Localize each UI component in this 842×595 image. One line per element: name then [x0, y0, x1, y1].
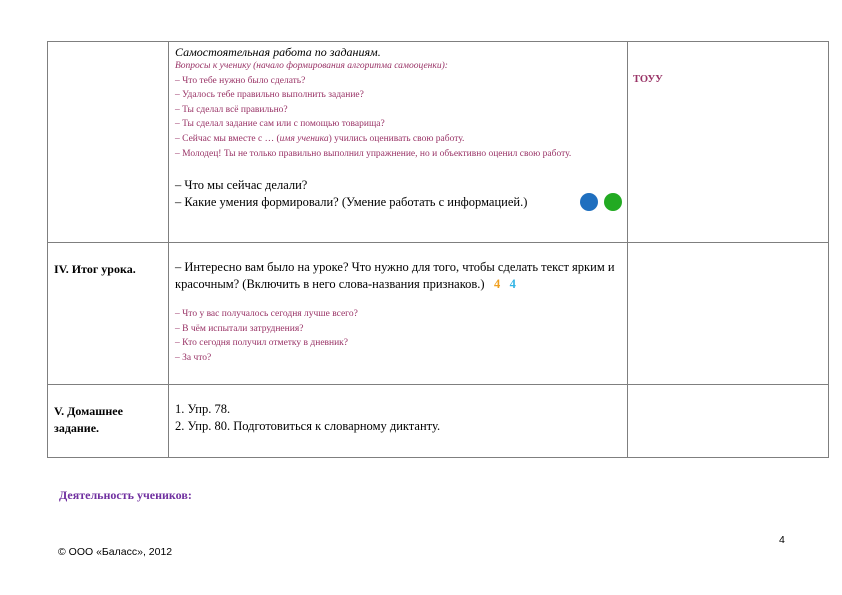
- praise-line: – Молодец! Ты не только правильно выполнил упражнение, но и объективно оценил свою работу.: [175, 148, 572, 159]
- copyright: © ООО «Баласс», 2012: [58, 546, 173, 558]
- content-cell: [169, 42, 628, 243]
- question-line: – Что у вас получалось сегодня лучше всего?: [175, 309, 358, 319]
- stage-label: IV. Итог урока.: [54, 262, 136, 276]
- homework-item: 2. Упр. 80. Подготовиться к словарному диктанту.: [175, 419, 441, 433]
- stage-cell: [48, 42, 169, 243]
- table-row: [48, 42, 829, 243]
- self-assessment-dots: [574, 193, 622, 211]
- question-line: – Ты сделал всё правильно?: [175, 104, 288, 115]
- activity-label: Деятельность учеников:: [59, 488, 192, 502]
- question-line: – В чём испытали затруднения?: [175, 323, 304, 334]
- number-blue: 4: [509, 277, 516, 291]
- question-line: – Сейчас мы вместе с … (имя ученика) учились оценивать свою работу.: [175, 133, 465, 144]
- green-circle-icon: [604, 193, 622, 211]
- number-orange: 4: [493, 277, 501, 291]
- stage-label: [48, 42, 168, 60]
- question-did: – Что мы сейчас делали?: [175, 178, 308, 193]
- task-heading: Самостоятельная работа по заданиям.: [175, 45, 381, 59]
- stage-cell: [48, 385, 169, 458]
- blue-circle-icon: [580, 193, 598, 211]
- page-number: 4: [779, 534, 785, 546]
- content-cell: [169, 385, 628, 458]
- question-line: – Что тебе нужно было сделать?: [175, 75, 306, 86]
- stage-label: V. Домашнее задание.: [54, 404, 123, 435]
- notes-cell: [628, 385, 829, 458]
- question-line: – Ты сделал задание сам или с помощью товарища?: [175, 119, 385, 130]
- notes-cell: [628, 42, 829, 243]
- questions-intro: Вопросы к ученику (начало формирования алгоритма самооценки):: [175, 61, 448, 71]
- summary-question: – Интересно вам было на уроке? Что нужно для того, чтобы сделать текст ярким и красочным? (Включить в него слова-названия признаков.) 4 4: [175, 260, 615, 291]
- question-line: – Удалось тебе правильно выполнить задание?: [175, 90, 364, 101]
- homework-item: 1. Упр. 78.: [175, 402, 231, 416]
- content-cell: [169, 243, 628, 385]
- table-row: [48, 243, 829, 385]
- touu-label: ТОУУ: [633, 74, 663, 85]
- stage-cell: [48, 243, 169, 385]
- notes-cell: [628, 243, 829, 385]
- table-row: [48, 385, 829, 458]
- question-line: – Кто сегодня получил отметку в дневник?: [175, 338, 349, 349]
- question-skills: – Какие умения формировали? (Умение работать с информацией.): [175, 194, 622, 211]
- lesson-table: [47, 41, 829, 458]
- question-line: – За что?: [175, 352, 212, 363]
- student-name-placeholder: имя ученика: [279, 133, 329, 144]
